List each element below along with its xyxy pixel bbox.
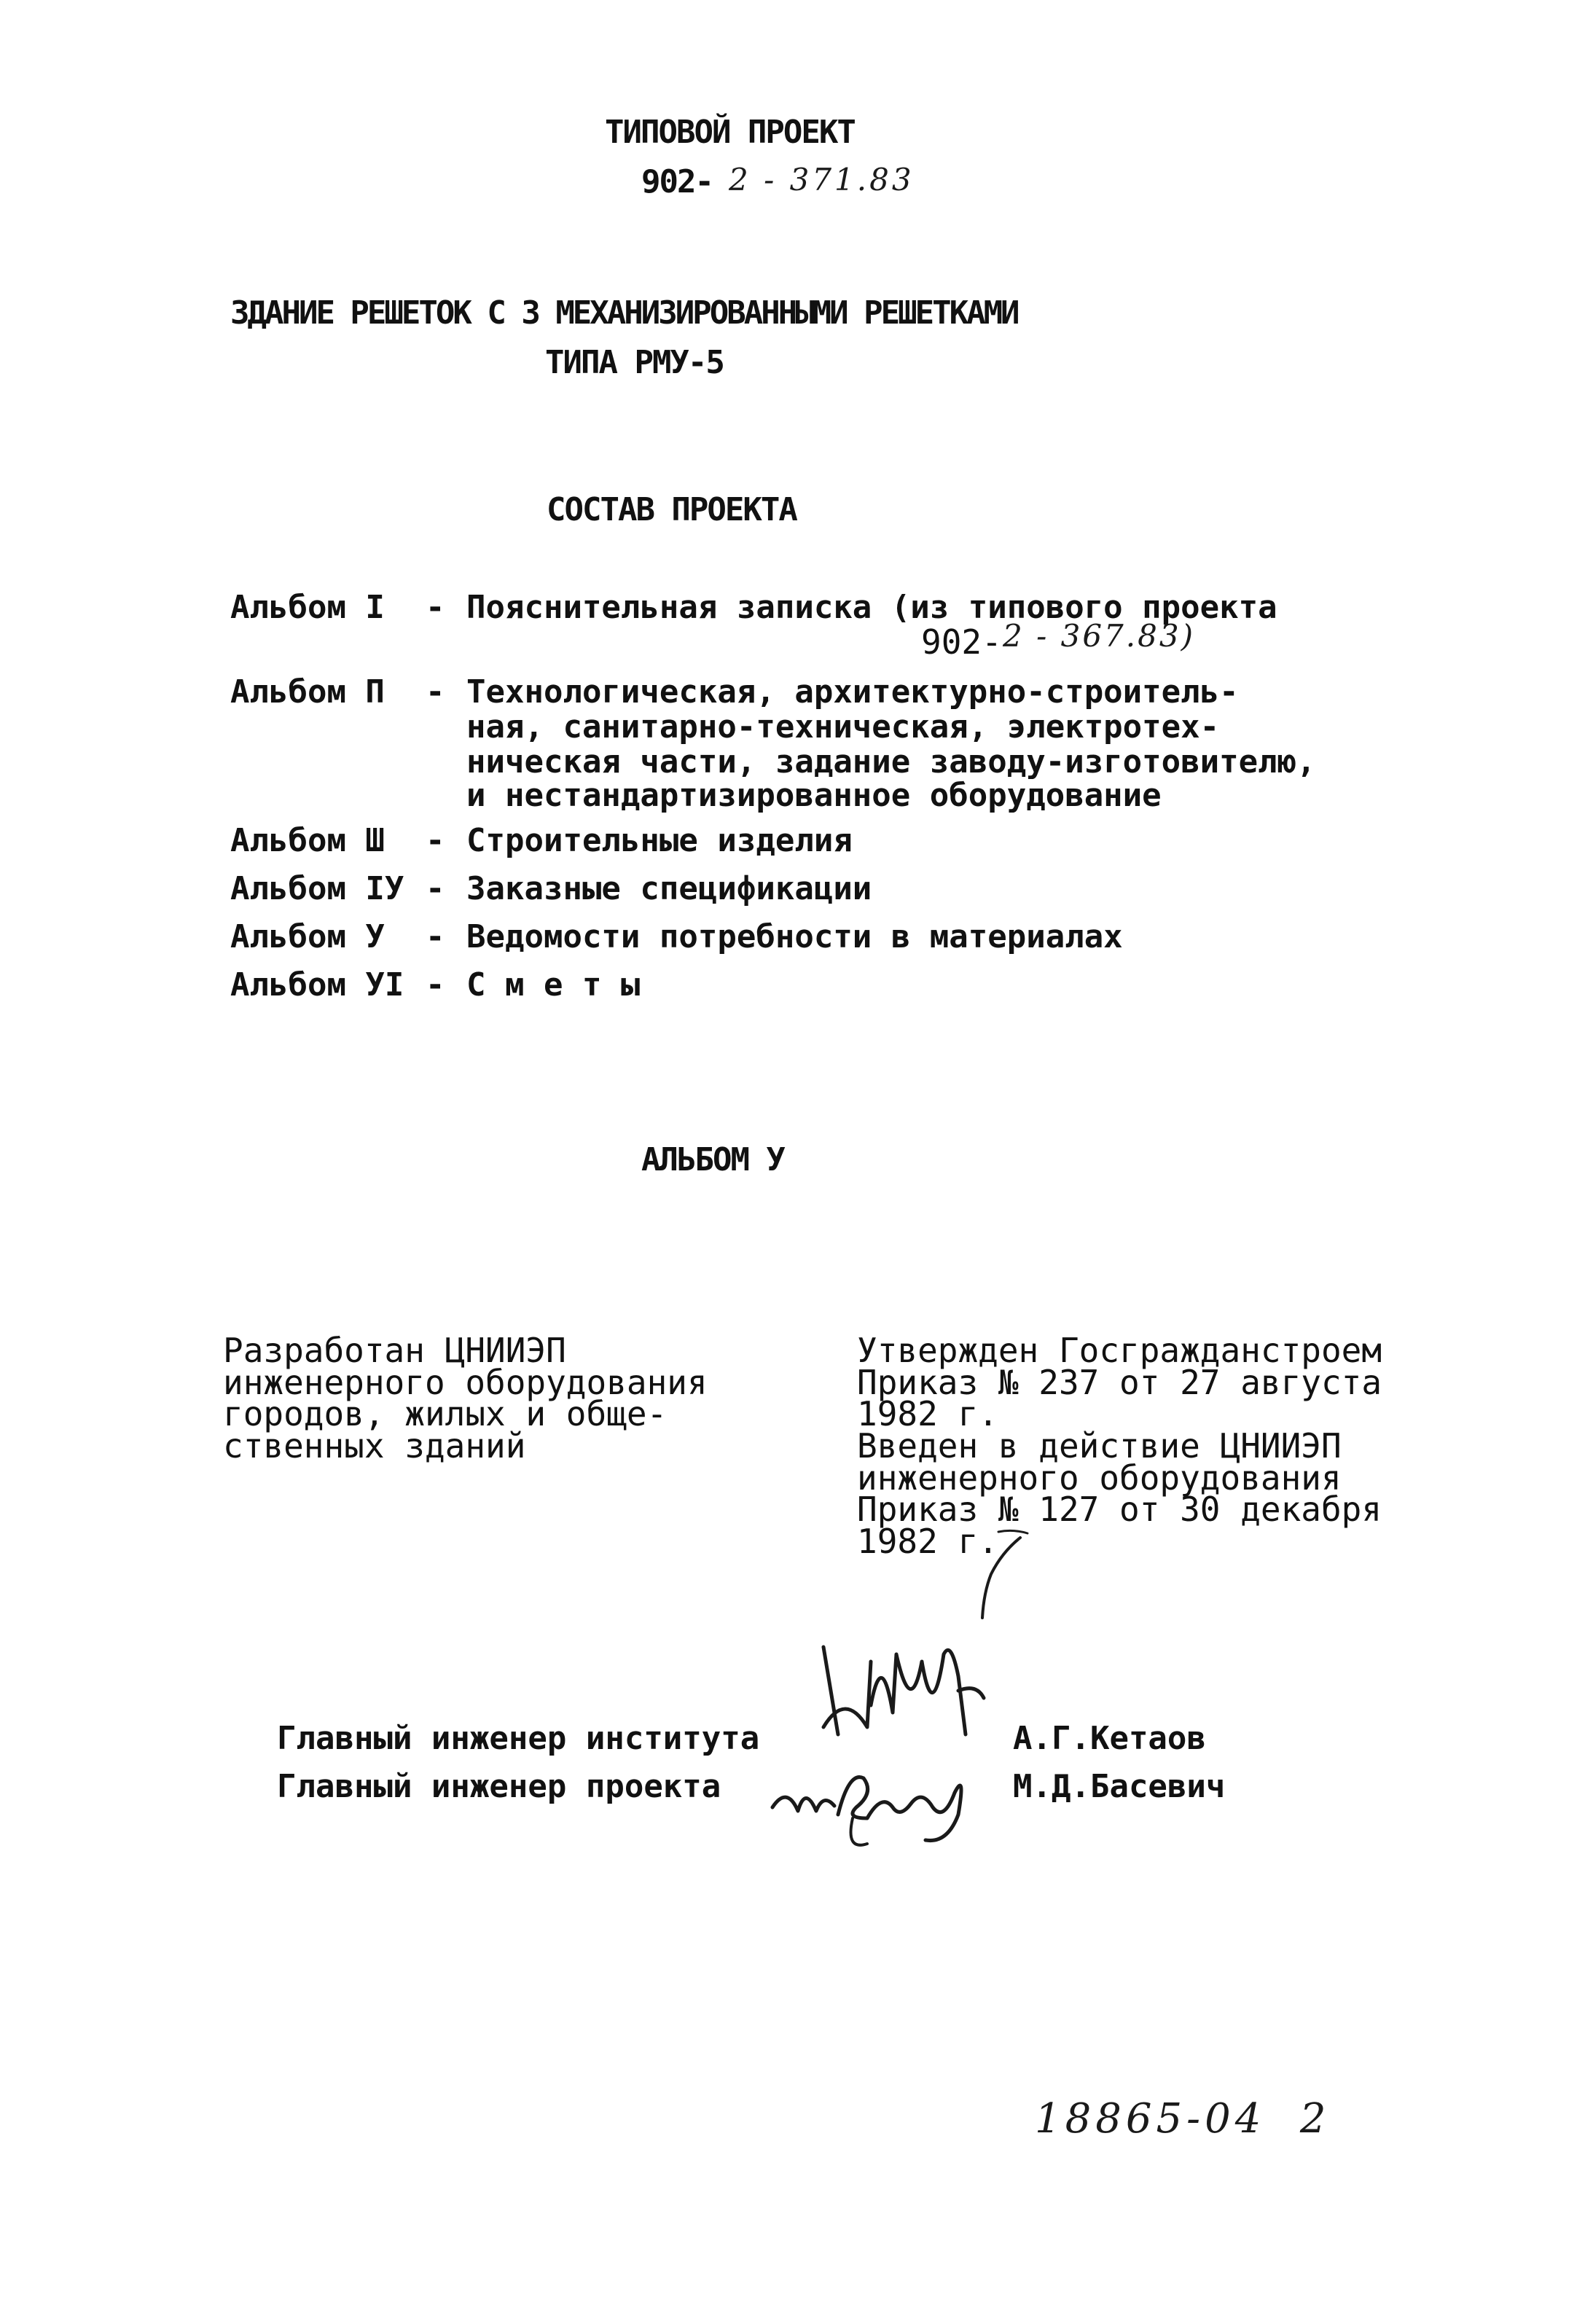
album-heading: АЛЬБОМ У xyxy=(641,1141,784,1178)
album-2-label: Альбом П xyxy=(230,673,385,711)
album-1-ref-printed: 902- xyxy=(921,622,1002,662)
album-3-text: Строительные изделия xyxy=(466,822,853,859)
album-5-dash: - xyxy=(426,918,445,955)
project-number-printed: 902- xyxy=(641,163,713,200)
signature-role-2: Главный инженер проекта xyxy=(277,1768,721,1805)
album-4-text: Заказные спецификации xyxy=(466,870,872,907)
album-1-ref-handwritten: 2 - 367.83) xyxy=(1003,618,1195,654)
album-2-line-2: ная, санитарно-техническая, электротех- xyxy=(466,708,1220,746)
project-number-handwritten: 2 - 371.83 xyxy=(729,162,915,197)
album-3-dash: - xyxy=(426,822,445,859)
approval-block: Утвержден Госгражданстроем Приказ № 237 от 27 августа 1982 г. Введен в действие ЦНИИЭП инженерного оборудования Приказ № 127 от 30 декабря 1982 г. xyxy=(857,1331,1382,1562)
signature-1-icon xyxy=(802,1618,1006,1749)
inventory-number: 18865-04 2 xyxy=(1035,2095,1331,2143)
album-6-label: Альбом УI xyxy=(230,966,404,1003)
composition-heading: СОСТАВ ПРОЕКТА xyxy=(547,491,796,528)
signature-2-icon xyxy=(765,1749,984,1858)
album-5-text: Ведомости потребности в материалах xyxy=(466,918,1123,955)
album-6-dash: - xyxy=(426,966,445,1003)
album-1-label: Альбом I xyxy=(230,589,385,626)
album-3-label: Альбом Ш xyxy=(230,822,385,859)
developer-block: Разработан ЦНИИЭП инженерного оборудования городов, жилых и обще- ственных зданий xyxy=(223,1331,708,1466)
album-6-text: С м е т ы xyxy=(466,966,641,1003)
document-title-line1: ЗДАНИЕ РЕШЕТОК С 3 МЕХАНИЗИРОВАННЫМИ РЕШЕТКАМИ xyxy=(230,294,1018,332)
signature-role-1: Главный инженер института xyxy=(277,1720,760,1757)
album-4-label: Альбом IУ xyxy=(230,870,404,907)
signature-name-1: А.Г.Кетаов xyxy=(1013,1720,1206,1757)
album-2-line-3: ническая части, задание заводу-изготовителю, xyxy=(466,743,1316,780)
document-title-line2: ТИПА РМУ-5 xyxy=(545,344,724,381)
album-2-dash: - xyxy=(426,673,445,711)
album-1-text: Пояснительная записка (из типового проекта xyxy=(466,589,1277,626)
album-5-label: Альбом У xyxy=(230,918,385,955)
album-2-line-1: Технологическая, архитектурно-строитель- xyxy=(466,673,1239,711)
signature-name-2: М.Д.Басевич xyxy=(1013,1768,1226,1805)
album-4-dash: - xyxy=(426,870,445,907)
album-1-dash: - xyxy=(426,589,445,626)
project-label: ТИПОВОЙ ПРОЕКТ xyxy=(605,114,855,151)
album-2-line-4: и нестандартизированное оборудование xyxy=(466,777,1162,814)
